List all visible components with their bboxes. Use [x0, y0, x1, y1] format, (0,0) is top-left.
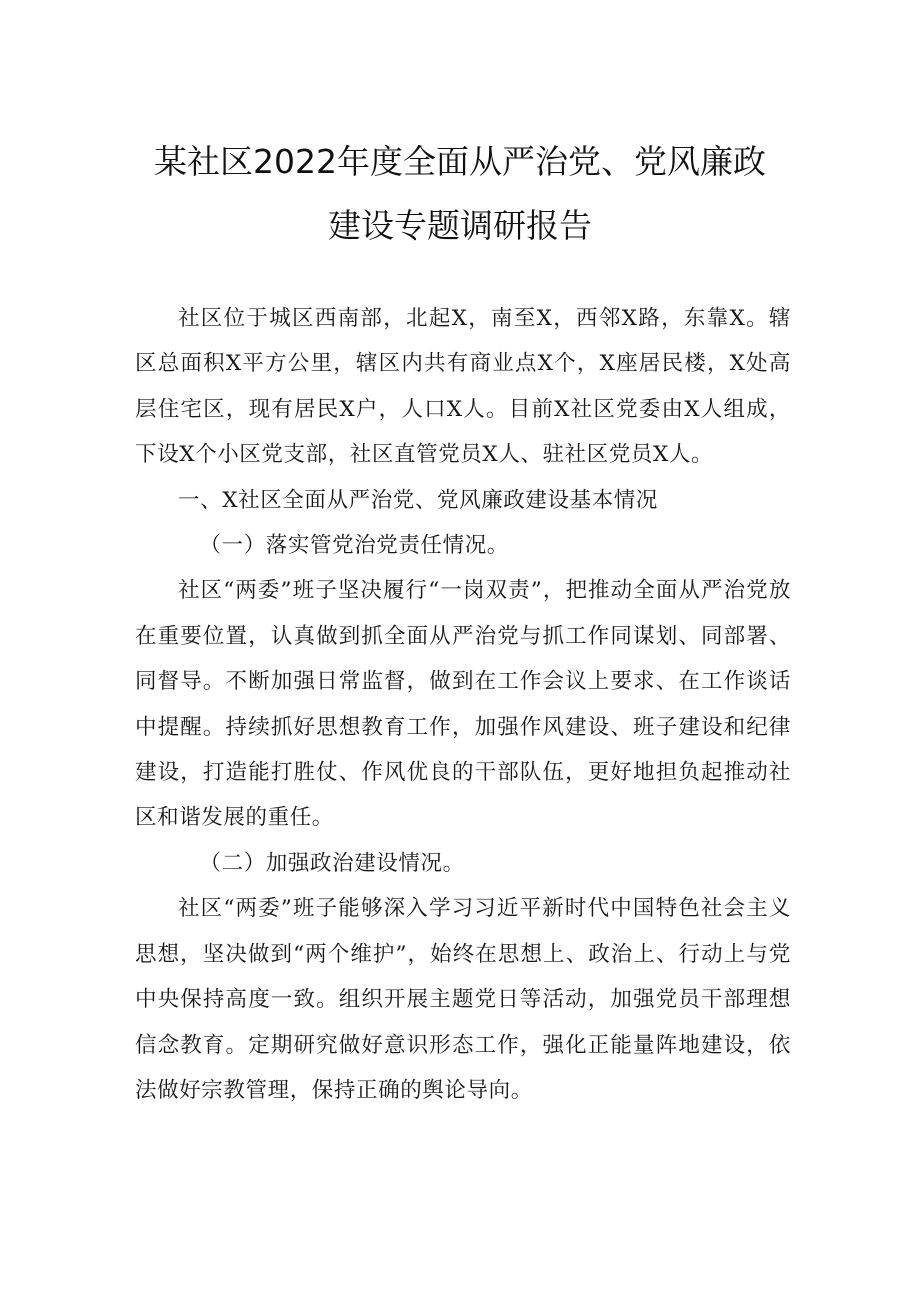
- document-title-line-1: 某社区2022年度全面从严治党、党风廉政: [154, 142, 766, 181]
- paragraph-political-construction: 社区“两委”班子能够深入学习习近平新时代中国特色社会主义思想，坚决做到“两个维护”，始终在思想上、政治上、行动上与党中央保持高度一致。组织开展主题党日等活动，加强党员干部理想信念教育。定期研究做好意识形态工作，强化正能量阵地建设，依法做好宗教管理，保持正确的舆论导向。: [135, 896, 791, 1103]
- subsection-heading-2: （二）加强政治建设情况。: [199, 850, 465, 876]
- paragraph-overview: 社区位于城区西南部，北起X，南至X，西邻X路，东靠X。辖区总面积X平方公里，辖区内共有商业点X个，X座居民楼，X处高层住宅区，现有居民X户，人口X人。目前X社区党委由X人组成，下设X个小区党支部，社区直管党员X人、驻社区党员X人。: [135, 306, 791, 468]
- paragraph-responsibility: 社区“两委”班子坚决履行“一岗双责”，把推动全面从严治党放在重要位置，认真做到抓全面从严治党与抓工作同谋划、同部署、同督导。不断加强日常监督，做到在工作会议上要求、在工作谈话中提醒。持续抓好思想教育工作，加强作风建设、班子建设和纪律建设，打造能打胜仗、作风优良的干部队伍，更好地担负起推动社区和谐发展的重任。: [135, 578, 791, 831]
- subsection-heading-1: （一）落实管党治党责任情况。: [199, 533, 509, 559]
- section-heading-1: 一、X社区全面从严治党、党风廉政建设基本情况: [178, 487, 659, 513]
- document-body: [135, 296, 791, 1113]
- document-title-line-2: 建设专题调研报告: [328, 206, 592, 245]
